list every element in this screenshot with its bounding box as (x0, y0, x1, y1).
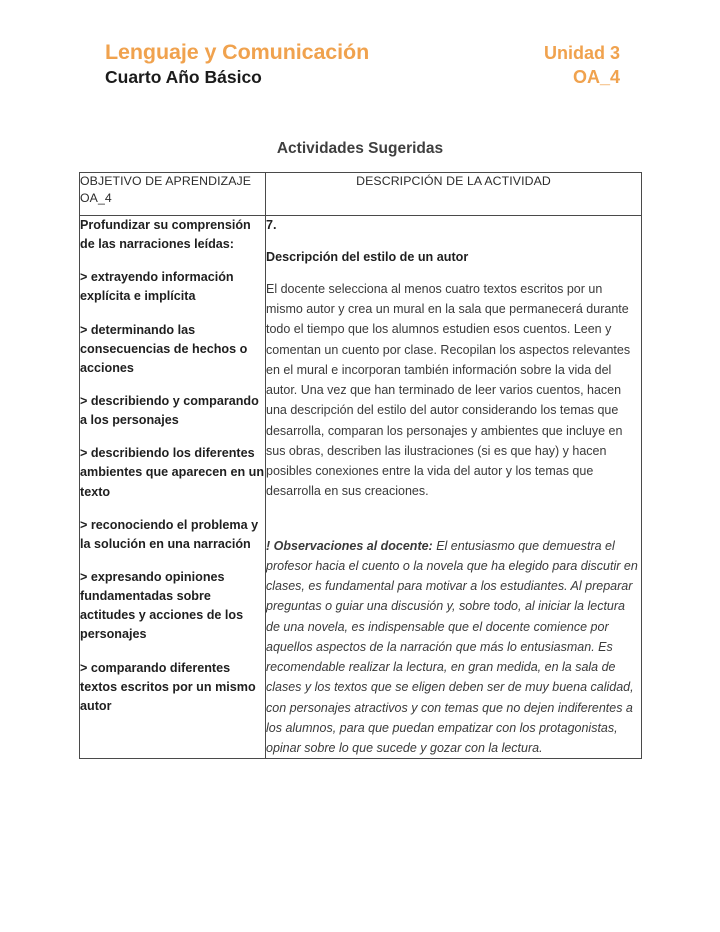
table-row (80, 216, 642, 759)
header-row-secondary (105, 67, 620, 88)
unit-label: Unidad 3 (543, 43, 620, 63)
observations-label: ! Observaciones al docente: (266, 538, 433, 553)
activity-heading: Descripción del estilo de un autor (266, 249, 469, 264)
objective-item: > extrayendo información explícita e implícita (80, 270, 234, 304)
column-header-objective: OBJETIVO DE APRENDIZAJE OA_4 (80, 173, 266, 216)
table-header-row (80, 173, 642, 216)
activities-table (79, 172, 642, 759)
activity-body-text: El docente selecciona al menos cuatro textos escritos por un mismo autor y crea un mural en la sala que permanecerá durante todo el tiempo que los alumnos estudien esos cuentos. Leen y comentan un cuento por clase. Recopilan los aspectos relevantes en el mural e incorporan también información sobre la vida del autor. Una vez que han terminado de leer varios cuentos, hacen una descripción del estilo del autor considerando los temas que desarrolla, comparan los personajes y ambientes que incluye en sus obras, describen las ilustraciones (si es que hay) y hacen posibles conexiones entre la vida del autor y los temas que desarrolla en sus creaciones. (266, 281, 631, 499)
page-title: Actividades Sugeridas (276, 140, 444, 157)
activity-number: 7. (266, 218, 277, 232)
header-row-primary (105, 40, 620, 65)
observations-body: El entusiasmo que demuestra el profesor hacia el cuento o la novela que ha elegido para discutir en clases, es fundamental para motivar a los estudiantes. Al preparar preguntas o guiar una discusión y, sobre todo, al iniciar la lectura de una novela, es indispensable que el docente comience por aquellos aspectos de la narración que más lo entusiasman. Es recomendable realizar la lectura, en gran medida, en la sala de clases y los textos que se eligen deben ser de muy buena calidad, con personajes atractivos y con temas que no dejen indiferentes a los alumnos, para que puedan empatizar con los protagonistas, opinar sobre lo que sucede y gozar con la lectura. (266, 538, 638, 756)
column-header-description: DESCRIPCIÓN DE LA ACTIVIDAD (266, 173, 642, 216)
objective-item: > determinando las consecuencias de hechos o acciones (80, 322, 248, 375)
objective-item: > comparando diferentes textos escritos por un mismo autor (80, 660, 256, 713)
grade-title: Cuarto Año Básico (105, 67, 262, 87)
objective-item: > expresando opiniones fundamentadas sobre actitudes y acciones de los personajes (80, 569, 244, 642)
objective-intro: Profundizar su comprensión de las narraciones leídas: (80, 218, 251, 252)
subject-title: Lenguaje y Comunicación (105, 40, 370, 64)
objective-item: > reconociendo el problema y la solución en una narración (80, 517, 259, 551)
objective-cell (80, 216, 266, 759)
teacher-observations (266, 536, 641, 759)
description-cell (266, 216, 642, 759)
oa-label: OA_4 (572, 67, 620, 87)
document-header (105, 40, 620, 88)
objective-item: > describiendo y comparando a los personajes (80, 393, 259, 428)
objective-item: > describiendo los diferentes ambientes que aparecen en un texto (80, 446, 265, 499)
paragraph-spacer (266, 502, 641, 536)
